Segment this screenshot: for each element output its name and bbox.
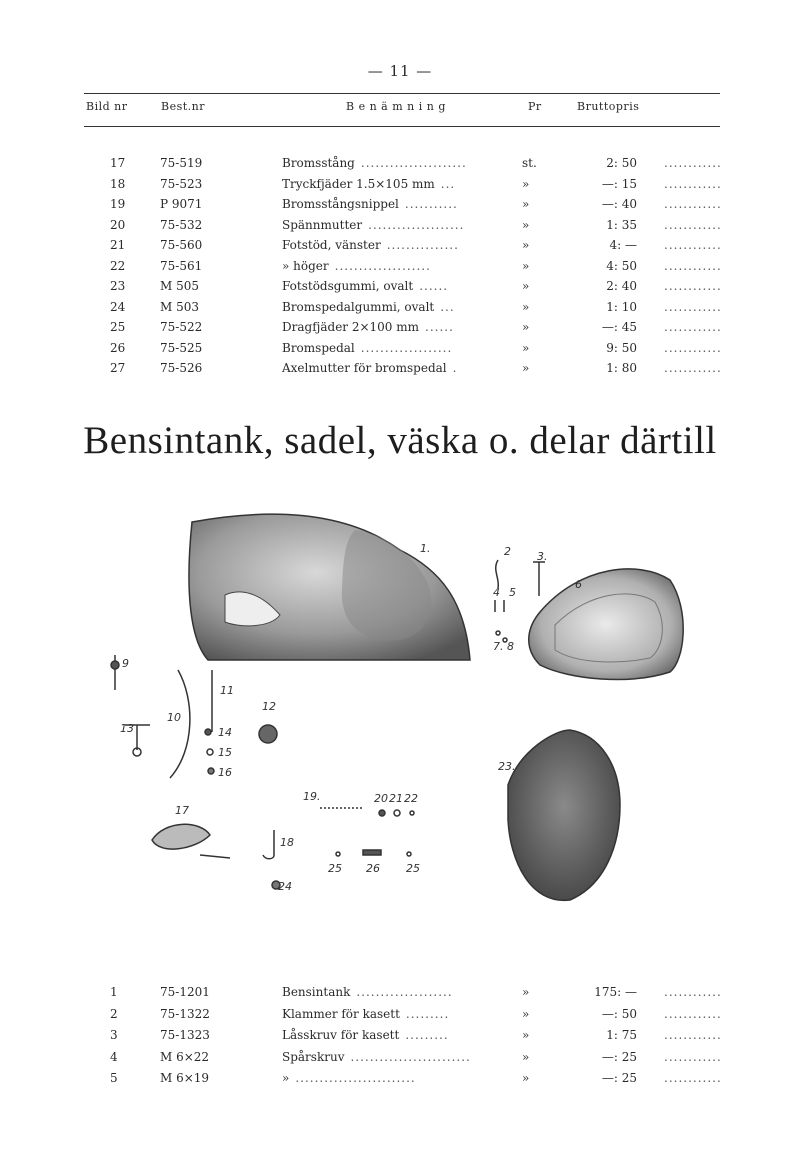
order-number: 75-560 xyxy=(160,238,203,252)
figure-label: 16 xyxy=(218,766,232,779)
trailing-dot-leader: ............ xyxy=(664,258,722,273)
order-number: M 6×19 xyxy=(160,1071,210,1085)
figure-label: 8 xyxy=(507,640,514,653)
part-name xyxy=(282,256,431,276)
table-row xyxy=(0,215,800,235)
part-name-text: Bromsstång xyxy=(282,156,355,170)
part-number: 1 xyxy=(110,985,118,999)
dot-leader: ......... xyxy=(405,1028,449,1042)
part-name-text: Bromspedal xyxy=(282,340,355,355)
dot-leader: ......................... xyxy=(350,1049,471,1064)
dot-leader: ......... xyxy=(405,1006,450,1021)
trailing-dot-leader: ............ xyxy=(664,279,722,293)
part-name-text: » xyxy=(282,1071,290,1085)
dot-leader: ........... xyxy=(404,197,458,211)
trailing-dot-leader: ............ xyxy=(664,1049,722,1064)
figure-label: 9 xyxy=(122,657,129,670)
part-number: 20 xyxy=(110,217,126,232)
part-number: 27 xyxy=(110,361,126,375)
dot-leader: .................... xyxy=(368,217,465,232)
part-name xyxy=(282,1047,471,1067)
gross-price: 1: 80 xyxy=(606,361,637,375)
table-row xyxy=(0,174,800,194)
fuel-tank-shape xyxy=(189,514,470,660)
figure-label: 13 xyxy=(120,722,134,735)
dot-leader: ...... xyxy=(419,279,449,293)
part-number: 18 xyxy=(110,176,126,191)
gross-price: 2: 40 xyxy=(606,279,637,293)
part-name xyxy=(282,1025,449,1045)
saddle-shape xyxy=(508,730,620,900)
part-name-text: Spännmutter xyxy=(282,217,363,232)
col-header-bild-nr: Bild nr xyxy=(86,100,128,113)
part-number: 22 xyxy=(110,258,126,273)
figure-label: 3. xyxy=(537,550,548,563)
unit: » xyxy=(522,258,530,273)
gross-price: —: 15 xyxy=(601,176,637,191)
unit: » xyxy=(522,361,530,375)
part-name-text: Dragfjäder 2×100 mm xyxy=(282,320,420,334)
trailing-dot-leader: ............ xyxy=(664,156,722,170)
figure-label: 2 xyxy=(504,545,511,558)
order-number: 75-561 xyxy=(160,258,203,273)
gross-price: 9: 50 xyxy=(606,340,637,355)
part-name xyxy=(282,235,459,255)
unit: » xyxy=(522,238,530,252)
part-name xyxy=(282,297,455,317)
figure-label: 20 xyxy=(374,792,388,805)
unit: » xyxy=(522,299,530,314)
gross-price: —: 45 xyxy=(601,320,637,334)
order-number: M 503 xyxy=(160,299,200,314)
order-number: 75-1323 xyxy=(160,1028,210,1042)
table-row xyxy=(0,235,800,255)
part-number: 25 xyxy=(110,320,126,334)
table-row xyxy=(0,1004,800,1024)
part-name xyxy=(282,1068,416,1088)
part-name-text: Bromsstångsnippel xyxy=(282,197,399,211)
gross-price: —: 25 xyxy=(601,1049,637,1064)
figure-label: 24 xyxy=(278,880,292,893)
table-row xyxy=(0,153,800,173)
trailing-dot-leader: ............ xyxy=(664,361,722,375)
part-name-text: Axelmutter för bromspedal xyxy=(282,361,447,375)
table-row xyxy=(0,194,800,214)
dot-leader: ...................... xyxy=(360,156,467,170)
gross-price: —: 25 xyxy=(601,1071,637,1085)
table-row xyxy=(0,1068,800,1088)
trailing-dot-leader: ............ xyxy=(664,176,722,191)
order-number: 75-522 xyxy=(160,320,203,334)
part-number: 26 xyxy=(110,340,126,355)
order-number: 75-519 xyxy=(160,156,203,170)
trailing-dot-leader: ............ xyxy=(664,320,722,334)
part-name-text: Fotstöd, vänster xyxy=(282,238,381,252)
part-number: 3 xyxy=(110,1028,118,1042)
figure-label: 15 xyxy=(218,746,232,759)
order-number: 75-525 xyxy=(160,340,203,355)
order-number: 75-532 xyxy=(160,217,203,232)
part-name xyxy=(282,982,453,1002)
gross-price: 1: 75 xyxy=(606,1028,637,1042)
gross-price: 4: — xyxy=(609,238,637,252)
part-name xyxy=(282,174,455,194)
figure-label: 10 xyxy=(167,711,181,724)
unit: » xyxy=(522,1028,530,1042)
dot-leader: . xyxy=(452,361,458,375)
header-top-rule xyxy=(84,93,720,94)
section-heading: Bensintank, sadel, väska o. delar därtill xyxy=(83,419,717,462)
col-header-bruttopris: Bruttopris xyxy=(577,100,640,113)
table-row xyxy=(0,276,800,296)
part-name-text: Spårskruv xyxy=(282,1049,345,1064)
parts-illustration xyxy=(100,500,720,920)
table-row xyxy=(0,982,800,1002)
order-number: 75-526 xyxy=(160,361,203,375)
trailing-dot-leader: ............ xyxy=(664,217,722,232)
dot-leader: ............... xyxy=(386,238,459,252)
part-number: 5 xyxy=(110,1071,118,1085)
order-number: M 6×22 xyxy=(160,1049,210,1064)
tool-bag-shape xyxy=(529,569,683,680)
figure-label: 25 xyxy=(406,862,420,875)
unit: » xyxy=(522,217,530,232)
col-header-pr: Pr xyxy=(528,100,542,113)
figure-label: 18 xyxy=(280,836,294,849)
trailing-dot-leader: ............ xyxy=(664,1071,722,1085)
figure-label: 17 xyxy=(175,804,189,817)
trailing-dot-leader: ............ xyxy=(664,1028,722,1042)
part-name-text: Klammer för kasett xyxy=(282,1006,400,1021)
figure-label: 5 xyxy=(509,586,516,599)
unit: » xyxy=(522,1006,530,1021)
unit: st. xyxy=(522,156,537,170)
table-row xyxy=(0,317,800,337)
part-name xyxy=(282,338,452,358)
part-name-text: Låsskruv för kasett xyxy=(282,1028,400,1042)
part-name-text: » höger xyxy=(282,258,329,273)
page-number: — 11 — xyxy=(367,62,433,80)
gross-price: —: 40 xyxy=(601,197,637,211)
figure-label: 22 xyxy=(404,792,418,805)
part-name xyxy=(282,358,457,378)
part-name xyxy=(282,317,454,337)
part-name-text: Bromspedalgummi, ovalt xyxy=(282,299,435,314)
unit: » xyxy=(522,279,530,293)
trailing-dot-leader: ............ xyxy=(664,340,722,355)
figure-label: 6 xyxy=(575,578,582,591)
part-number: 23 xyxy=(110,279,126,293)
unit: » xyxy=(522,176,530,191)
part-name xyxy=(282,1004,449,1024)
col-header-best-nr: Best.nr xyxy=(161,100,205,113)
part-name-text: Fotstödsgummi, ovalt xyxy=(282,279,414,293)
part-number: 17 xyxy=(110,156,126,170)
table-row xyxy=(0,338,800,358)
figure-label: 4 xyxy=(493,586,500,599)
table-row xyxy=(0,256,800,276)
dot-leader: ... xyxy=(440,176,456,191)
trailing-dot-leader: ............ xyxy=(664,1006,722,1021)
dot-leader: ......................... xyxy=(295,1071,416,1085)
part-number: 24 xyxy=(110,299,126,314)
figure-label: 11 xyxy=(220,684,234,697)
table-row xyxy=(0,358,800,378)
dot-leader: ...... xyxy=(425,320,454,334)
part-name xyxy=(282,276,448,296)
gross-price: 175: — xyxy=(594,985,637,999)
part-name-text: Bensintank xyxy=(282,985,351,999)
dot-leader: .................... xyxy=(334,258,431,273)
unit: » xyxy=(522,985,530,999)
part-name xyxy=(282,153,467,173)
trailing-dot-leader: ............ xyxy=(664,299,722,314)
part-name-text: Tryckfjäder 1.5×105 mm xyxy=(282,176,435,191)
trailing-dot-leader: ............ xyxy=(664,985,722,999)
figure-label: 21 xyxy=(389,792,403,805)
gross-price: 4: 50 xyxy=(606,258,637,273)
figure-label: 19. xyxy=(303,790,321,803)
gross-price: 1: 35 xyxy=(606,217,637,232)
unit: » xyxy=(522,340,530,355)
dot-leader: ... xyxy=(440,299,455,314)
gross-price: 1: 10 xyxy=(606,299,637,314)
figure-label: 23. xyxy=(498,760,516,773)
dot-leader: .................... xyxy=(356,985,453,999)
table-row xyxy=(0,1047,800,1067)
table-row xyxy=(0,1025,800,1045)
order-number: 75-523 xyxy=(160,176,203,191)
order-number: 75-1322 xyxy=(160,1006,210,1021)
figure-label: 25 xyxy=(328,862,342,875)
part-name xyxy=(282,215,464,235)
trailing-dot-leader: ............ xyxy=(664,197,722,211)
unit: » xyxy=(522,320,530,334)
figure-label: 7. xyxy=(493,640,504,653)
col-header-benamning: B e n ä m n i n g xyxy=(346,100,446,113)
figure-label: 14 xyxy=(218,726,232,739)
figure-label: 12 xyxy=(262,700,276,713)
table-row xyxy=(0,297,800,317)
dot-leader: ................... xyxy=(360,340,453,355)
order-number: 75-1201 xyxy=(160,985,210,999)
part-number: 21 xyxy=(110,238,126,252)
order-number: M 505 xyxy=(160,279,200,293)
gross-price: —: 50 xyxy=(601,1006,637,1021)
part-number: 19 xyxy=(110,197,126,211)
part-number: 2 xyxy=(110,1006,118,1021)
figure-label: 1. xyxy=(420,542,431,555)
trailing-dot-leader: ............ xyxy=(664,238,722,252)
unit: » xyxy=(522,197,530,211)
unit: » xyxy=(522,1049,530,1064)
part-name xyxy=(282,194,458,214)
header-bottom-rule xyxy=(84,126,720,127)
part-number: 4 xyxy=(110,1049,118,1064)
gross-price: 2: 50 xyxy=(606,156,637,170)
order-number: P 9071 xyxy=(160,197,203,211)
unit: » xyxy=(522,1071,530,1085)
figure-label: 26 xyxy=(366,862,380,875)
